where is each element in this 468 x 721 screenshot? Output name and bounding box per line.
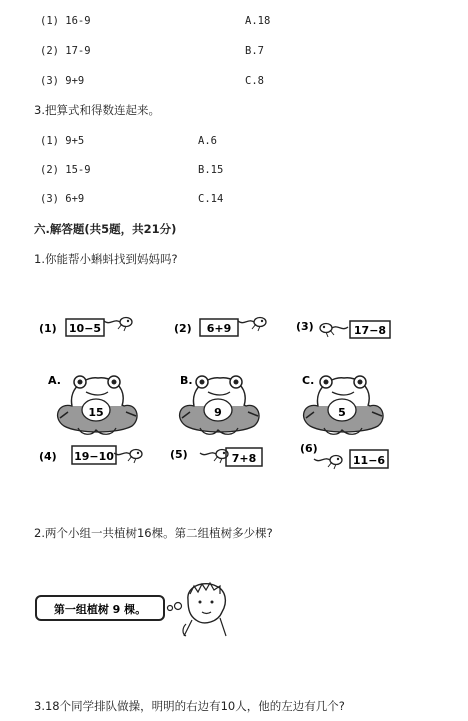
frog-c-label: C. [302, 374, 315, 387]
tadpole-5-icon [200, 450, 228, 464]
match1-answer-1: A.18 [245, 15, 271, 27]
tadpole-5-expr: 7+8 [231, 452, 257, 465]
frog-c-number: 5 [338, 406, 346, 419]
frog-b-label: B. [180, 374, 193, 387]
q3-answer-1: A.6 [198, 135, 217, 147]
tadpole-1-expr: 10−5 [68, 322, 102, 335]
section6-heading: 六.解答题(共5题，共21分) [34, 222, 177, 236]
tadpole-3-expr: 17−8 [353, 324, 387, 337]
tadpole-6-expr: 11−6 [352, 454, 386, 467]
match1-expr-2: (2) 17-9 [40, 45, 91, 57]
tadpole-4-label: (4) [39, 450, 57, 463]
q2-illustration [34, 580, 234, 640]
match1-answer-2: B.7 [245, 45, 264, 57]
tadpole-2-icon [238, 318, 266, 332]
tadpole-1-label: (1) [39, 322, 57, 335]
tadpole-frog-figure [34, 300, 396, 483]
match1-expr-3: (3) 9+9 [40, 75, 85, 87]
section6-q1-title: 1.你能帮小蝌蚪找到妈妈吗? [34, 252, 178, 266]
tadpole-2-expr: 6+9 [206, 322, 232, 335]
thought-dot-1 [168, 606, 173, 611]
q3-expr-1: (1) 9+5 [40, 135, 85, 147]
thought-dot-2 [175, 603, 182, 610]
match1-expr-1: (1) 16-9 [40, 15, 91, 27]
frog-a-number: 15 [88, 406, 104, 419]
boy-icon [183, 583, 226, 636]
tadpole-4-expr: 19−10 [74, 450, 114, 463]
q3-expr-3: (3) 6+9 [40, 193, 85, 205]
q3-answer-2: B.15 [198, 164, 224, 176]
speech-bubble-text: 第一组植树 9 棵。 [53, 603, 147, 616]
tadpole-6-label: (6) [300, 442, 318, 455]
tadpole-3-label: (3) [296, 320, 314, 333]
frog-a-label: A. [48, 374, 61, 387]
frog-b-number: 9 [214, 406, 222, 419]
section6-q2-title: 2.两个小组一共植树16棵。第二组植树多少棵? [34, 526, 273, 540]
tadpole-1-icon [104, 318, 132, 332]
match1-answer-3: C.8 [245, 75, 264, 87]
tadpole-6-icon [314, 456, 342, 470]
tadpole-4-icon [114, 450, 142, 464]
q3-answer-3: C.14 [198, 193, 224, 205]
tadpole-3-icon [320, 324, 348, 338]
tadpole-2-label: (2) [174, 322, 192, 335]
q3-expr-2: (2) 15-9 [40, 164, 91, 176]
q3-title: 3.把算式和得数连起来。 [34, 103, 160, 117]
section6-q3-title: 3.18个同学排队做操，明明的右边有10人，他的左边有几个? [34, 699, 345, 713]
tadpole-5-label: (5) [170, 448, 188, 461]
